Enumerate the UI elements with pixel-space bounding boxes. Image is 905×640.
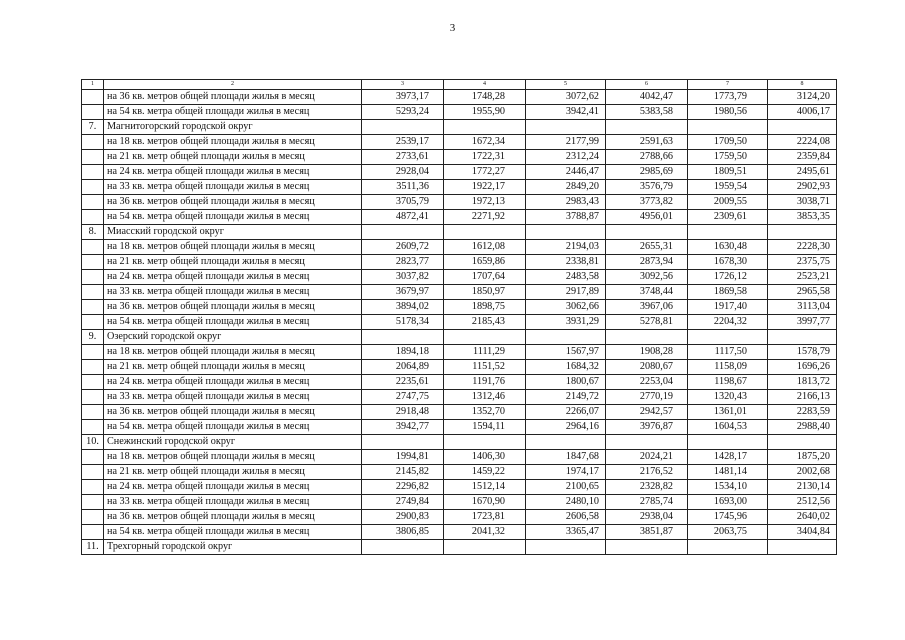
row-label: на 24 кв. метра общей площади жилья в месяц bbox=[104, 165, 362, 180]
value-cell: 5278,81 bbox=[606, 315, 688, 330]
value-cell: 4872,41 bbox=[362, 210, 444, 225]
value-cell: 1759,50 bbox=[688, 150, 768, 165]
value-cell: 1917,40 bbox=[688, 300, 768, 315]
table-row bbox=[82, 270, 837, 285]
value-cell: 2902,93 bbox=[768, 180, 837, 195]
value-cell bbox=[688, 435, 768, 450]
table-row bbox=[82, 420, 837, 435]
value-cell: 3092,56 bbox=[606, 270, 688, 285]
value-cell: 3113,04 bbox=[768, 300, 837, 315]
row-number bbox=[82, 255, 104, 270]
row-label: на 21 кв. метр общей площади жилья в месяц bbox=[104, 360, 362, 375]
value-cell: 3705,79 bbox=[362, 195, 444, 210]
value-cell: 3511,36 bbox=[362, 180, 444, 195]
value-cell: 2606,58 bbox=[526, 510, 606, 525]
value-cell: 1922,17 bbox=[444, 180, 526, 195]
value-cell: 2480,10 bbox=[526, 495, 606, 510]
value-cell: 2917,89 bbox=[526, 285, 606, 300]
column-number: 8 bbox=[768, 80, 837, 90]
row-label: на 18 кв. метров общей площади жилья в месяц bbox=[104, 240, 362, 255]
value-cell: 3853,35 bbox=[768, 210, 837, 225]
value-cell: 1959,54 bbox=[688, 180, 768, 195]
value-cell: 1709,50 bbox=[688, 135, 768, 150]
value-cell: 1994,81 bbox=[362, 450, 444, 465]
value-cell: 2823,77 bbox=[362, 255, 444, 270]
value-cell: 2145,82 bbox=[362, 465, 444, 480]
table-row bbox=[82, 315, 837, 330]
value-cell: 3038,71 bbox=[768, 195, 837, 210]
row-number bbox=[82, 240, 104, 255]
value-cell: 1772,27 bbox=[444, 165, 526, 180]
value-cell: 1604,53 bbox=[688, 420, 768, 435]
row-number bbox=[82, 195, 104, 210]
row-label: на 54 кв. метра общей площади жилья в месяц bbox=[104, 105, 362, 120]
value-cell: 2985,69 bbox=[606, 165, 688, 180]
value-cell: 2770,19 bbox=[606, 390, 688, 405]
row-number bbox=[82, 150, 104, 165]
value-cell: 3806,85 bbox=[362, 525, 444, 540]
value-cell: 2228,30 bbox=[768, 240, 837, 255]
value-cell bbox=[526, 330, 606, 345]
row-number bbox=[82, 165, 104, 180]
row-label: на 18 кв. метров общей площади жилья в месяц bbox=[104, 135, 362, 150]
column-number-row bbox=[82, 80, 837, 90]
value-cell: 2749,84 bbox=[362, 495, 444, 510]
row-number bbox=[82, 405, 104, 420]
value-cell: 1198,67 bbox=[688, 375, 768, 390]
value-cell: 5178,34 bbox=[362, 315, 444, 330]
table-row bbox=[82, 300, 837, 315]
row-label: на 36 кв. метров общей площади жилья в месяц bbox=[104, 510, 362, 525]
table-row bbox=[82, 450, 837, 465]
value-cell: 1875,20 bbox=[768, 450, 837, 465]
value-cell bbox=[606, 540, 688, 555]
value-cell: 2100,65 bbox=[526, 480, 606, 495]
value-cell: 2918,48 bbox=[362, 405, 444, 420]
district-name: Магнитогорский городской округ bbox=[104, 120, 362, 135]
table-row bbox=[82, 375, 837, 390]
value-cell: 3773,82 bbox=[606, 195, 688, 210]
table-row bbox=[82, 525, 837, 540]
row-label: на 36 кв. метров общей площади жилья в месяц bbox=[104, 405, 362, 420]
value-cell: 1151,52 bbox=[444, 360, 526, 375]
value-cell: 1850,97 bbox=[444, 285, 526, 300]
row-number bbox=[82, 360, 104, 375]
table-row bbox=[82, 240, 837, 255]
column-number: 3 bbox=[362, 80, 444, 90]
value-cell: 1813,72 bbox=[768, 375, 837, 390]
table-body bbox=[82, 80, 837, 555]
table-row bbox=[82, 165, 837, 180]
value-cell: 1630,48 bbox=[688, 240, 768, 255]
table-row bbox=[82, 345, 837, 360]
value-cell: 1809,51 bbox=[688, 165, 768, 180]
value-cell: 2609,72 bbox=[362, 240, 444, 255]
value-cell: 2640,02 bbox=[768, 510, 837, 525]
value-cell: 3576,79 bbox=[606, 180, 688, 195]
value-cell bbox=[768, 120, 837, 135]
value-cell bbox=[768, 225, 837, 240]
table-row bbox=[82, 510, 837, 525]
value-cell bbox=[688, 540, 768, 555]
row-number bbox=[82, 495, 104, 510]
value-cell: 2928,04 bbox=[362, 165, 444, 180]
value-cell: 1406,30 bbox=[444, 450, 526, 465]
value-cell: 2266,07 bbox=[526, 405, 606, 420]
value-cell: 3997,77 bbox=[768, 315, 837, 330]
value-cell: 1117,50 bbox=[688, 345, 768, 360]
value-cell: 2312,24 bbox=[526, 150, 606, 165]
table-row bbox=[82, 195, 837, 210]
value-cell: 2942,57 bbox=[606, 405, 688, 420]
value-cell: 1670,90 bbox=[444, 495, 526, 510]
value-cell: 2965,58 bbox=[768, 285, 837, 300]
column-number: 7 bbox=[688, 80, 768, 90]
tariff-table bbox=[81, 79, 837, 555]
row-label: на 33 кв. метра общей площади жилья в месяц bbox=[104, 285, 362, 300]
value-cell bbox=[526, 435, 606, 450]
value-cell: 1898,75 bbox=[444, 300, 526, 315]
value-cell bbox=[444, 225, 526, 240]
value-cell: 3976,87 bbox=[606, 420, 688, 435]
row-number bbox=[82, 390, 104, 405]
value-cell: 2235,61 bbox=[362, 375, 444, 390]
row-label: на 33 кв. метра общей площади жилья в месяц bbox=[104, 390, 362, 405]
value-cell: 2224,08 bbox=[768, 135, 837, 150]
value-cell: 2655,31 bbox=[606, 240, 688, 255]
row-number bbox=[82, 480, 104, 495]
value-cell: 1578,79 bbox=[768, 345, 837, 360]
value-cell: 1908,28 bbox=[606, 345, 688, 360]
value-cell: 2849,20 bbox=[526, 180, 606, 195]
value-cell: 2009,55 bbox=[688, 195, 768, 210]
row-label: на 24 кв. метра общей площади жилья в месяц bbox=[104, 270, 362, 285]
value-cell: 1361,01 bbox=[688, 405, 768, 420]
value-cell: 1459,22 bbox=[444, 465, 526, 480]
value-cell: 2512,56 bbox=[768, 495, 837, 510]
value-cell: 2194,03 bbox=[526, 240, 606, 255]
value-cell: 3037,82 bbox=[362, 270, 444, 285]
row-label: на 33 кв. метра общей площади жилья в месяц bbox=[104, 180, 362, 195]
value-cell: 3124,20 bbox=[768, 90, 837, 105]
value-cell: 2539,17 bbox=[362, 135, 444, 150]
value-cell: 5383,58 bbox=[606, 105, 688, 120]
value-cell: 2024,21 bbox=[606, 450, 688, 465]
column-number: 4 bbox=[444, 80, 526, 90]
value-cell: 2446,47 bbox=[526, 165, 606, 180]
value-cell: 2747,75 bbox=[362, 390, 444, 405]
value-cell: 2483,58 bbox=[526, 270, 606, 285]
value-cell bbox=[444, 330, 526, 345]
value-cell: 1111,29 bbox=[444, 345, 526, 360]
value-cell: 1894,18 bbox=[362, 345, 444, 360]
value-cell bbox=[362, 330, 444, 345]
value-cell: 3851,87 bbox=[606, 525, 688, 540]
table-row bbox=[82, 90, 837, 105]
value-cell: 3788,87 bbox=[526, 210, 606, 225]
value-cell: 2177,99 bbox=[526, 135, 606, 150]
row-number bbox=[82, 135, 104, 150]
value-cell bbox=[768, 435, 837, 450]
table-row bbox=[82, 210, 837, 225]
row-label: на 21 кв. метр общей площади жилья в месяц bbox=[104, 255, 362, 270]
value-cell: 2185,43 bbox=[444, 315, 526, 330]
value-cell: 4006,17 bbox=[768, 105, 837, 120]
row-number bbox=[82, 525, 104, 540]
value-cell: 1594,11 bbox=[444, 420, 526, 435]
value-cell: 1512,14 bbox=[444, 480, 526, 495]
value-cell: 4042,47 bbox=[606, 90, 688, 105]
value-cell: 1722,31 bbox=[444, 150, 526, 165]
table-row bbox=[82, 285, 837, 300]
row-number bbox=[82, 210, 104, 225]
district-name: Трехгорный городской округ bbox=[104, 540, 362, 555]
table-row bbox=[82, 495, 837, 510]
value-cell: 3942,41 bbox=[526, 105, 606, 120]
value-cell: 1869,58 bbox=[688, 285, 768, 300]
value-cell bbox=[606, 120, 688, 135]
row-label: на 36 кв. метров общей площади жилья в месяц bbox=[104, 90, 362, 105]
value-cell: 3404,84 bbox=[768, 525, 837, 540]
value-cell: 1481,14 bbox=[688, 465, 768, 480]
row-label: на 36 кв. метров общей площади жилья в месяц bbox=[104, 300, 362, 315]
table-row bbox=[82, 255, 837, 270]
value-cell: 3967,06 bbox=[606, 300, 688, 315]
value-cell: 5293,24 bbox=[362, 105, 444, 120]
row-number bbox=[82, 180, 104, 195]
value-cell: 1352,70 bbox=[444, 405, 526, 420]
page-number: 3 bbox=[449, 22, 456, 34]
value-cell bbox=[606, 435, 688, 450]
value-cell bbox=[362, 225, 444, 240]
value-cell: 1974,17 bbox=[526, 465, 606, 480]
value-cell: 2523,21 bbox=[768, 270, 837, 285]
table-row bbox=[82, 135, 837, 150]
value-cell: 2983,43 bbox=[526, 195, 606, 210]
table-group-row bbox=[82, 435, 837, 450]
row-number bbox=[82, 420, 104, 435]
row-label: на 54 кв. метра общей площади жилья в месяц bbox=[104, 420, 362, 435]
value-cell bbox=[768, 330, 837, 345]
value-cell bbox=[688, 330, 768, 345]
value-cell bbox=[768, 540, 837, 555]
value-cell: 1320,43 bbox=[688, 390, 768, 405]
value-cell bbox=[526, 120, 606, 135]
row-number: 8. bbox=[82, 225, 104, 240]
value-cell: 1567,97 bbox=[526, 345, 606, 360]
value-cell: 1972,13 bbox=[444, 195, 526, 210]
table-row bbox=[82, 150, 837, 165]
value-cell: 2176,52 bbox=[606, 465, 688, 480]
row-label: на 54 кв. метра общей площади жилья в месяц bbox=[104, 210, 362, 225]
value-cell: 1158,09 bbox=[688, 360, 768, 375]
value-cell: 1312,46 bbox=[444, 390, 526, 405]
value-cell: 2253,04 bbox=[606, 375, 688, 390]
row-label: на 54 кв. метра общей площади жилья в месяц bbox=[104, 525, 362, 540]
value-cell: 1723,81 bbox=[444, 510, 526, 525]
value-cell: 1428,17 bbox=[688, 450, 768, 465]
value-cell: 2080,67 bbox=[606, 360, 688, 375]
value-cell: 2271,92 bbox=[444, 210, 526, 225]
row-number bbox=[82, 345, 104, 360]
value-cell: 2328,82 bbox=[606, 480, 688, 495]
value-cell: 3072,62 bbox=[526, 90, 606, 105]
column-number: 2 bbox=[104, 80, 362, 90]
row-number bbox=[82, 315, 104, 330]
value-cell: 3931,29 bbox=[526, 315, 606, 330]
value-cell: 1980,56 bbox=[688, 105, 768, 120]
value-cell: 1693,00 bbox=[688, 495, 768, 510]
value-cell: 2785,74 bbox=[606, 495, 688, 510]
value-cell: 1684,32 bbox=[526, 360, 606, 375]
row-label: на 21 кв. метр общей площади жилья в месяц bbox=[104, 465, 362, 480]
value-cell: 3062,66 bbox=[526, 300, 606, 315]
value-cell: 2338,81 bbox=[526, 255, 606, 270]
row-number bbox=[82, 90, 104, 105]
value-cell: 1800,67 bbox=[526, 375, 606, 390]
value-cell: 2130,14 bbox=[768, 480, 837, 495]
value-cell: 1612,08 bbox=[444, 240, 526, 255]
value-cell bbox=[526, 540, 606, 555]
row-number bbox=[82, 270, 104, 285]
row-label: на 33 кв. метра общей площади жилья в месяц bbox=[104, 495, 362, 510]
value-cell: 1659,86 bbox=[444, 255, 526, 270]
row-number bbox=[82, 285, 104, 300]
value-cell: 1955,90 bbox=[444, 105, 526, 120]
column-number: 1 bbox=[82, 80, 104, 90]
column-number: 5 bbox=[526, 80, 606, 90]
row-label: на 24 кв. метра общей площади жилья в месяц bbox=[104, 375, 362, 390]
value-cell: 2166,13 bbox=[768, 390, 837, 405]
value-cell: 2900,83 bbox=[362, 510, 444, 525]
value-cell: 4956,01 bbox=[606, 210, 688, 225]
value-cell: 3365,47 bbox=[526, 525, 606, 540]
table-row bbox=[82, 405, 837, 420]
value-cell: 1191,76 bbox=[444, 375, 526, 390]
table-row bbox=[82, 465, 837, 480]
value-cell: 2309,61 bbox=[688, 210, 768, 225]
value-cell: 2064,89 bbox=[362, 360, 444, 375]
value-cell: 2283,59 bbox=[768, 405, 837, 420]
table-group-row bbox=[82, 120, 837, 135]
value-cell bbox=[362, 540, 444, 555]
value-cell bbox=[444, 120, 526, 135]
row-number bbox=[82, 510, 104, 525]
district-name: Снежинский городской округ bbox=[104, 435, 362, 450]
value-cell: 2204,32 bbox=[688, 315, 768, 330]
value-cell bbox=[444, 540, 526, 555]
row-number: 11. bbox=[82, 540, 104, 555]
value-cell: 2063,75 bbox=[688, 525, 768, 540]
row-number: 7. bbox=[82, 120, 104, 135]
table-group-row bbox=[82, 225, 837, 240]
row-label: на 54 кв. метра общей площади жилья в месяц bbox=[104, 315, 362, 330]
value-cell bbox=[362, 120, 444, 135]
value-cell bbox=[688, 120, 768, 135]
row-label: на 21 кв. метр общей площади жилья в месяц bbox=[104, 150, 362, 165]
value-cell: 1707,64 bbox=[444, 270, 526, 285]
value-cell: 1748,28 bbox=[444, 90, 526, 105]
value-cell: 2296,82 bbox=[362, 480, 444, 495]
value-cell bbox=[362, 435, 444, 450]
value-cell: 1726,12 bbox=[688, 270, 768, 285]
value-cell: 2733,61 bbox=[362, 150, 444, 165]
district-name: Озерский городской округ bbox=[104, 330, 362, 345]
value-cell: 3973,17 bbox=[362, 90, 444, 105]
value-cell bbox=[606, 225, 688, 240]
value-cell: 2375,75 bbox=[768, 255, 837, 270]
value-cell: 2002,68 bbox=[768, 465, 837, 480]
table-row bbox=[82, 180, 837, 195]
value-cell: 2988,40 bbox=[768, 420, 837, 435]
value-cell: 2788,66 bbox=[606, 150, 688, 165]
value-cell: 3894,02 bbox=[362, 300, 444, 315]
value-cell: 1672,34 bbox=[444, 135, 526, 150]
value-cell: 1745,96 bbox=[688, 510, 768, 525]
value-cell bbox=[444, 435, 526, 450]
district-name: Миасский городской округ bbox=[104, 225, 362, 240]
value-cell: 1847,68 bbox=[526, 450, 606, 465]
value-cell: 3942,77 bbox=[362, 420, 444, 435]
row-number bbox=[82, 450, 104, 465]
value-cell bbox=[688, 225, 768, 240]
value-cell: 2964,16 bbox=[526, 420, 606, 435]
value-cell: 1534,10 bbox=[688, 480, 768, 495]
row-number: 9. bbox=[82, 330, 104, 345]
value-cell: 3748,44 bbox=[606, 285, 688, 300]
value-cell: 1773,79 bbox=[688, 90, 768, 105]
table-row bbox=[82, 480, 837, 495]
value-cell: 2591,63 bbox=[606, 135, 688, 150]
table-group-row bbox=[82, 330, 837, 345]
row-number: 10. bbox=[82, 435, 104, 450]
value-cell bbox=[526, 225, 606, 240]
table-group-row bbox=[82, 540, 837, 555]
value-cell bbox=[606, 330, 688, 345]
value-cell: 2359,84 bbox=[768, 150, 837, 165]
value-cell: 2149,72 bbox=[526, 390, 606, 405]
table-row bbox=[82, 360, 837, 375]
row-number bbox=[82, 375, 104, 390]
row-label: на 18 кв. метров общей площади жилья в месяц bbox=[104, 345, 362, 360]
row-label: на 24 кв. метра общей площади жилья в месяц bbox=[104, 480, 362, 495]
value-cell: 2495,61 bbox=[768, 165, 837, 180]
value-cell: 2938,04 bbox=[606, 510, 688, 525]
value-cell: 1678,30 bbox=[688, 255, 768, 270]
value-cell: 1696,26 bbox=[768, 360, 837, 375]
value-cell: 2041,32 bbox=[444, 525, 526, 540]
row-label: на 36 кв. метров общей площади жилья в месяц bbox=[104, 195, 362, 210]
row-number bbox=[82, 300, 104, 315]
table-row bbox=[82, 390, 837, 405]
row-label: на 18 кв. метров общей площади жилья в месяц bbox=[104, 450, 362, 465]
value-cell: 2873,94 bbox=[606, 255, 688, 270]
row-number bbox=[82, 105, 104, 120]
column-number: 6 bbox=[606, 80, 688, 90]
table-row bbox=[82, 105, 837, 120]
row-number bbox=[82, 465, 104, 480]
value-cell: 3679,97 bbox=[362, 285, 444, 300]
